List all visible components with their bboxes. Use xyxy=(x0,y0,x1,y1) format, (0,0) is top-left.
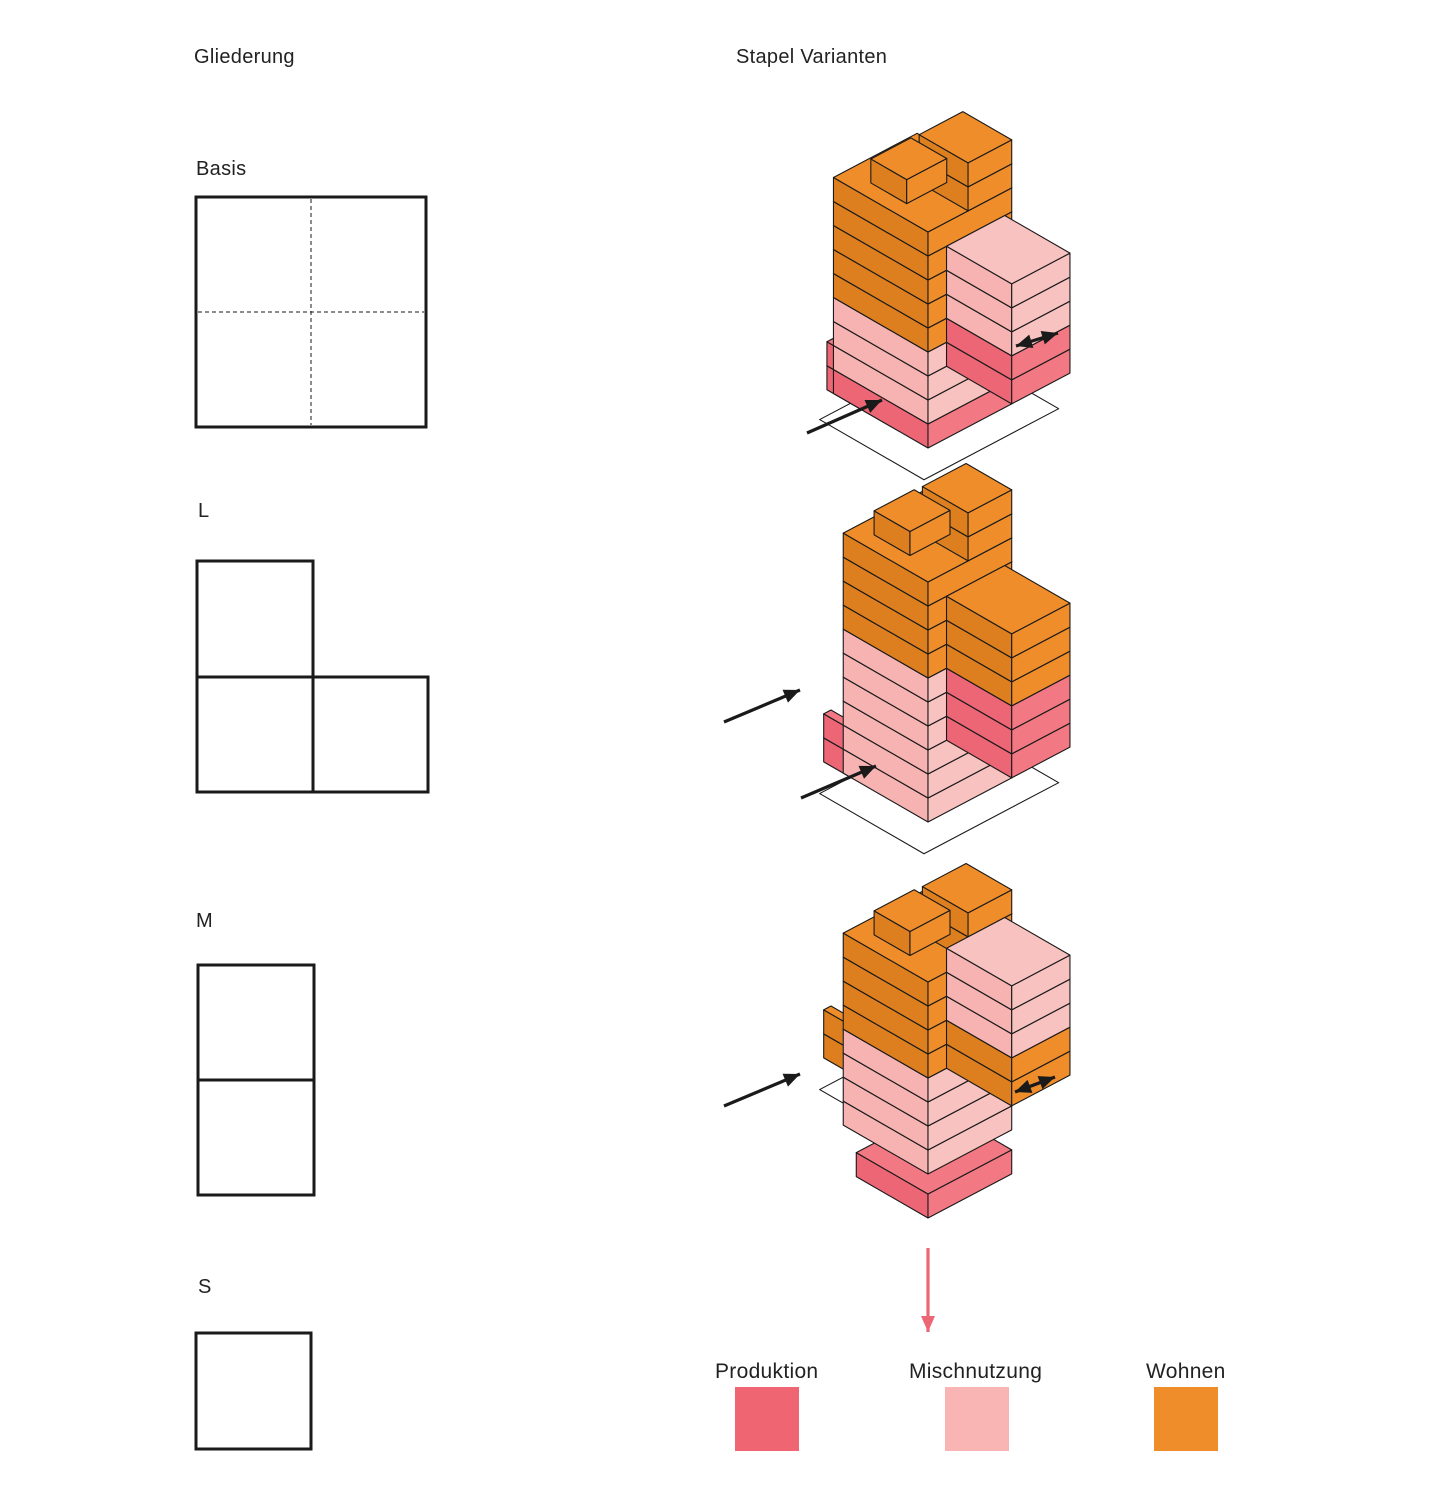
label-basis: Basis xyxy=(196,158,247,180)
plan-s xyxy=(196,1333,311,1449)
gliederung-heading: Gliederung xyxy=(194,46,295,68)
stack-variant-l xyxy=(724,464,1070,854)
legend-swatch-mischnutzung xyxy=(945,1387,1009,1451)
legend-swatch-produktion xyxy=(735,1387,799,1451)
label-m: M xyxy=(196,910,213,932)
stack-variant-basis xyxy=(807,112,1070,480)
legend-swatch-wohnen xyxy=(1154,1387,1218,1451)
label-s: S xyxy=(198,1276,212,1298)
plan-l xyxy=(197,561,428,792)
stapel-varianten-heading: Stapel Varianten xyxy=(736,46,888,68)
stack-variant-m xyxy=(724,864,1070,1218)
plan-basis xyxy=(196,197,426,427)
down-arrow xyxy=(921,1248,935,1332)
plan-m xyxy=(198,965,314,1195)
legend-label-wohnen: Wohnen xyxy=(1146,1360,1226,1383)
label-l: L xyxy=(198,500,210,522)
legend-label-mischnutzung: Mischnutzung xyxy=(909,1360,1043,1383)
legend-label-produktion: Produktion xyxy=(715,1360,819,1383)
produktion-down-arrow-head xyxy=(921,1316,935,1332)
